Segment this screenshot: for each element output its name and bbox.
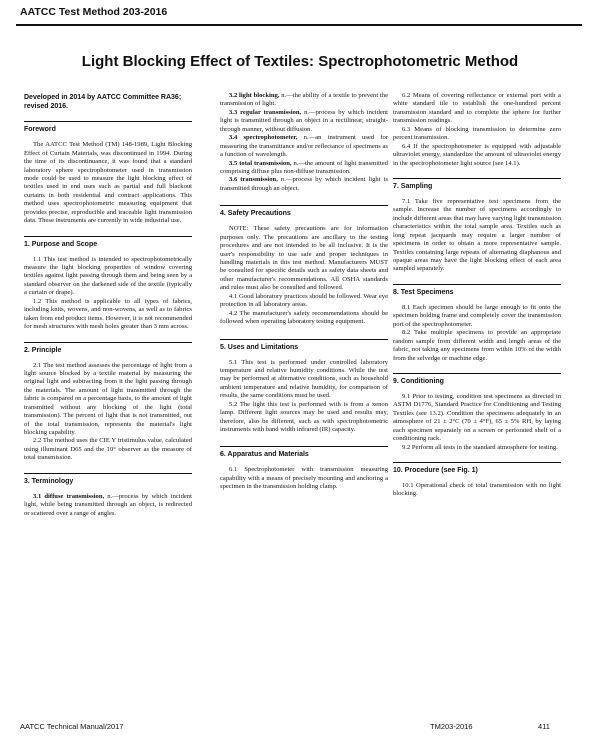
- paragraph-3-1: [24, 493, 192, 518]
- header-method: AATCC Test Method 203-2016: [20, 6, 168, 18]
- paragraph-6-3: 6.3 Means of blocking transmission to determine zero percent transmission.: [393, 125, 561, 142]
- section-heading-foreword: Foreword: [24, 121, 192, 133]
- running-header: [0, 0, 600, 30]
- paragraph-8-2: 8.2 Take multiple specimens to provide an appropriate random sample from different width and length areas of the fabric, not taking any specimens from within 10% of the width from the selvedge or machine edge.: [393, 329, 561, 362]
- term-3-3: 3.3 regular transmission,: [229, 108, 302, 116]
- column-1: [24, 93, 192, 518]
- column-3: [393, 92, 561, 499]
- footer-manual: AATCC Technical Manual/2017: [20, 722, 124, 731]
- section-heading-principle: 2. Principle: [24, 342, 192, 354]
- paragraph-4-1: 4.1 Good laboratory practices should be followed. Wear eye protection in all laboratory areas.: [220, 292, 388, 309]
- paragraph-10-1: 10.1 Operational check of total transmission with no light blocking.: [393, 482, 561, 498]
- paragraph-3-2: [220, 92, 388, 109]
- paragraph-2-1: 2.1 The test method assesses the percentage of light from a light source blocked by a textile material by measuring the original light and subtracting from it the light passing through the materials. The amount of light transmitted through the fabric is compared on a percentage basis, to the amount of light transmitted without any blocking of the light (total transmission). The percent of light that is not transmitted, out of the total transmission, represents the material's light blocking capability.: [24, 361, 192, 436]
- paragraph-5-1: 5.1 This test is performed under controlled laboratory temperature and relative humidity conditions. While the test may be performed at alternative conditions, such as household ambient temperature and relative humidity, for comparison of results, the same conditions must be used.: [220, 358, 388, 400]
- page-footer: [0, 718, 600, 738]
- document-title: Light Blocking Effect of Textiles: Spectrophotometric Method: [81, 53, 519, 70]
- header-rule: [16, 24, 582, 26]
- term-3-6: 3.6 transmission,: [229, 176, 278, 184]
- paragraph-2-2: 2.2 The method uses the CIE Y tristimulus value, calculated using illuminant D65 and the 10° observer as the measure of total transmission.: [24, 437, 192, 462]
- paragraph-6-4: 6.4 If the spectrophotometer is equipped with adjustable ultraviolet energy, standardize the amount of ultraviolet energy in the spectrophotometer light source (see 14.1).: [393, 142, 561, 167]
- paragraph-5-2: 5.2 The light this test is performed with is from a xenon lamp. Different light sources may be used and results may, therefore, also be different, such as with spectrophotometric instruments with band width infrared (IR) capacity.: [220, 400, 388, 433]
- paragraph-6-2: 6.2 Means of covering reflectance or external port with a white standard tile to establish the one-hundred percent transmission standard and to complete the sphere for further transmission readings.: [393, 92, 561, 125]
- developed-note: Developed in 2014 by AATCC Committee RA36; revised 2016.: [24, 94, 182, 111]
- section-heading-safety: 4. Safety Precautions: [220, 205, 388, 217]
- term-3-5: 3.5 total transmission,: [229, 159, 292, 167]
- section-heading-conditioning: 9. Conditioning: [393, 373, 561, 385]
- term-3-1: 3.1 diffuse transmission,: [33, 492, 105, 500]
- section-heading-terminology: 3. Terminology: [24, 473, 192, 485]
- section-heading-sampling: 7. Sampling: [393, 178, 561, 190]
- paragraph-8-1: 8.1 Each specimen should be large enough to fit onto the specimen holding frame and completely cover the transmission port of the spectrophotometer.: [393, 303, 561, 328]
- section-heading-specimens: 8. Test Specimens: [393, 284, 561, 296]
- foreword-paragraph: The AATCC Test Method (TM) 148-1989, Light Blocking Effect of Curtain Materials, was discontinued in 1994. During the time of its discontinuance, it was found that a standard laboratory sphere spectrophotometer used in transmission mode could be used to measure the light blocking effect of textiles used in end uses such as partial and full blackout curtains in both residential and contract applications. This method uses spectrophotometric measuring equipment that provides precise, reproducible and traceable light transmission data. These instruments are currently in wide industrial use.: [24, 141, 192, 225]
- paragraph-9-1: 9.1 Prior to testing, condition test specimens as directed in ASTM D1776, Standard Practice for Conditioning and Testing Textiles (see 13.2). Condition the specimens adequately in an atmosphere of 21 ± 2°C (70 ± 4°F), 65 ± 5% RH, by laying each specimen separately on a screen or perforated shelf of a conditioning rack.: [393, 392, 561, 443]
- paragraph-1-1: 1.1 This test method is intended to spectrophotometrically measure the light blocking properties of window covering textiles against light passing through them and being seen by a standard observer on the darkened side of the textile (typically a curtain or drape).: [24, 255, 192, 297]
- term-3-4: 3.4 spectrophotometer,: [229, 134, 298, 142]
- paragraph-3-4: [220, 134, 388, 159]
- section-heading-apparatus: 6. Apparatus and Materials: [220, 446, 388, 458]
- paragraph-3-3: [220, 109, 388, 134]
- def-3-2: n.—the ability of a textile to prevent the transmission of light.: [220, 92, 389, 108]
- section-heading-uses: 5. Uses and Limitations: [220, 339, 388, 351]
- def-3-5: n.—the amount of light transmitted comprising diffuse plus non-diffuse transmission.: [220, 159, 388, 175]
- paragraph-3-5: [220, 160, 388, 177]
- column-2: [220, 92, 388, 492]
- paragraph-6-1: 6.1 Spectrophotometer with transmission measuring capability with a means of precisely mounting and anchoring a specimen in the transmission holding clamp.: [220, 466, 388, 491]
- footer-code: TM203-2016: [430, 722, 473, 731]
- def-3-3: n.—process by which incident light is transmitted through an object in a rectilinear, straight-through manner, without diffusion.: [220, 108, 388, 133]
- page-number: 411: [538, 722, 550, 731]
- paragraph-7-1: 7.1 Take five representative test specimens from the sample. Increase the number of specimens accordingly to include different areas that may have varying light transmission characteristics within the total sample area. Textiles such as long repeat jacquards may require a larger number of specimens in order to obtain a more representative sample. Textiles containing large repeats of alternating diaphanous and opaque areas may have the light blocking effect of each area sampled separately.: [393, 197, 561, 273]
- paragraph-9-2: 9.2 Perform all tests in the standard atmosphere for testing.: [402, 443, 558, 451]
- term-3-2: 3.2 light blocking,: [229, 92, 280, 99]
- def-3-1: n.—process by which incident light, while being transmitted through an object, is redirected or scattered over a range of angles.: [24, 492, 192, 517]
- section-heading-purpose: 1. Purpose and Scope: [24, 236, 192, 248]
- paragraph-4-2: 4.2 The manufacturer's safety recommendations should be followed when operating laboratory testing equipment.: [220, 309, 388, 326]
- def-3-6: n.—process by which incident light is transmitted through an object.: [220, 176, 388, 192]
- def-3-4: n.—an instrument used for measuring the transmittance and/or reflectance of specimens as a function of wavelength.: [220, 134, 388, 159]
- paragraph-3-6: [220, 176, 388, 193]
- safety-note: NOTE: These safety precautions are for information purposes only. The precautions are ancillary to the testing procedures and are not intended to be all inclusive. It is the user's responsibility to use safe and proper techniques in handling materials in this test method. Manufacturers MUST be consulted for specific details such as safety data sheets and other manufacturer's recommendations. All OSHA standards and rules must also be consulted and followed.: [220, 225, 388, 292]
- section-heading-procedure: 10. Procedure (see Fig. 1): [393, 462, 561, 474]
- paragraph-1-2: 1.2 This method is applicable to all types of fabrics, including knits, wovens, and non-wovens, as well as to fabrics taken from end product items. However, it is not recommended for mesh structures with mesh holes greater than 3 mm across.: [24, 297, 192, 331]
